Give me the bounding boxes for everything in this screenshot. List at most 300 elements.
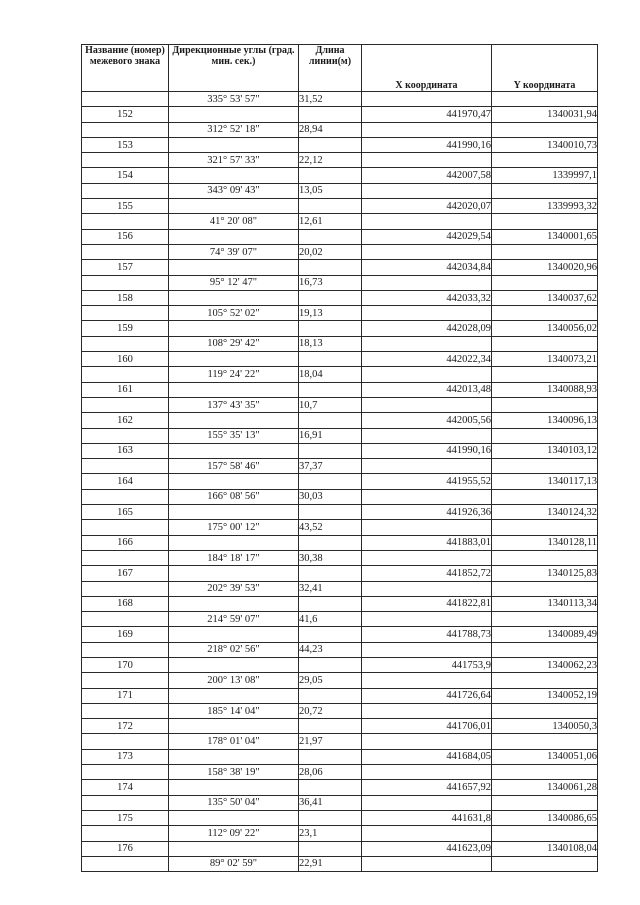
segment-row xyxy=(82,520,598,535)
y-cell xyxy=(492,306,598,321)
mark-cell: 172 xyxy=(82,719,169,734)
mark-cell: 173 xyxy=(82,749,169,764)
x-cell: 442020,07 xyxy=(362,199,492,214)
x-cell xyxy=(362,244,492,259)
x-cell: 441883,01 xyxy=(362,535,492,550)
angle-cell xyxy=(169,382,299,397)
angle-cell xyxy=(169,780,299,795)
x-cell xyxy=(362,550,492,565)
y-cell: 1340031,94 xyxy=(492,107,598,122)
segment-row xyxy=(82,153,598,168)
y-cell xyxy=(492,550,598,565)
segment-row xyxy=(82,826,598,841)
mark-cell: 158 xyxy=(82,290,169,305)
angle-cell: 119° 24' 22" xyxy=(169,367,299,382)
angle-cell: 343° 09' 43" xyxy=(169,183,299,198)
length-cell xyxy=(299,749,362,764)
y-cell xyxy=(492,367,598,382)
header-length: Длина линии(м) xyxy=(299,45,362,92)
y-cell xyxy=(492,489,598,504)
mark-cell: 175 xyxy=(82,810,169,825)
length-cell xyxy=(299,596,362,611)
mark-cell xyxy=(82,92,169,107)
y-cell xyxy=(492,336,598,351)
segment-row xyxy=(82,459,598,474)
point-row xyxy=(82,229,598,244)
x-cell xyxy=(362,795,492,810)
angle-cell: 321° 57' 33" xyxy=(169,153,299,168)
angle-cell xyxy=(169,749,299,764)
mark-cell xyxy=(82,703,169,718)
point-row xyxy=(82,688,598,703)
x-cell xyxy=(362,826,492,841)
x-cell xyxy=(362,612,492,627)
angle-cell xyxy=(169,688,299,703)
segment-row xyxy=(82,306,598,321)
y-cell xyxy=(492,795,598,810)
mark-cell: 163 xyxy=(82,443,169,458)
x-cell: 441726,64 xyxy=(362,688,492,703)
mark-cell: 160 xyxy=(82,352,169,367)
x-cell xyxy=(362,367,492,382)
x-cell: 442022,34 xyxy=(362,352,492,367)
angle-cell xyxy=(169,627,299,642)
segment-row xyxy=(82,642,598,657)
angle-cell: 155° 35' 13" xyxy=(169,428,299,443)
angle-cell xyxy=(169,566,299,581)
mark-cell: 169 xyxy=(82,627,169,642)
length-cell xyxy=(299,443,362,458)
mark-cell xyxy=(82,153,169,168)
segment-row xyxy=(82,734,598,749)
mark-cell xyxy=(82,734,169,749)
length-cell xyxy=(299,810,362,825)
x-cell xyxy=(362,397,492,412)
length-cell xyxy=(299,382,362,397)
x-cell: 441631,8 xyxy=(362,810,492,825)
x-cell: 441822,81 xyxy=(362,596,492,611)
point-row xyxy=(82,107,598,122)
y-cell: 1340052,19 xyxy=(492,688,598,703)
x-cell xyxy=(362,336,492,351)
angle-cell xyxy=(169,352,299,367)
segment-row xyxy=(82,612,598,627)
angle-cell: 135° 50' 04" xyxy=(169,795,299,810)
length-cell xyxy=(299,199,362,214)
mark-cell xyxy=(82,397,169,412)
point-row xyxy=(82,505,598,520)
length-cell xyxy=(299,413,362,428)
y-cell xyxy=(492,459,598,474)
length-cell xyxy=(299,657,362,672)
mark-cell: 167 xyxy=(82,566,169,581)
x-cell: 441623,09 xyxy=(362,841,492,856)
length-cell: 10,7 xyxy=(299,397,362,412)
mark-cell xyxy=(82,765,169,780)
mark-cell: 170 xyxy=(82,657,169,672)
x-cell: 442028,09 xyxy=(362,321,492,336)
mark-cell: 171 xyxy=(82,688,169,703)
segment-row xyxy=(82,275,598,290)
segment-row xyxy=(82,183,598,198)
x-cell xyxy=(362,734,492,749)
segment-row xyxy=(82,795,598,810)
y-cell xyxy=(492,92,598,107)
angle-cell: 157° 58' 46" xyxy=(169,459,299,474)
y-cell: 1340010,73 xyxy=(492,137,598,152)
angle-cell xyxy=(169,719,299,734)
y-cell xyxy=(492,397,598,412)
length-cell: 22,12 xyxy=(299,153,362,168)
angle-cell xyxy=(169,596,299,611)
segment-row xyxy=(82,703,598,718)
point-row xyxy=(82,780,598,795)
length-cell: 28,94 xyxy=(299,122,362,137)
x-cell xyxy=(362,153,492,168)
mark-cell: 157 xyxy=(82,260,169,275)
angle-cell xyxy=(169,321,299,336)
y-cell xyxy=(492,612,598,627)
y-cell xyxy=(492,703,598,718)
point-row xyxy=(82,168,598,183)
y-cell: 1340050,3 xyxy=(492,719,598,734)
segment-row xyxy=(82,673,598,688)
x-cell xyxy=(362,520,492,535)
angle-cell xyxy=(169,535,299,550)
mark-cell: 176 xyxy=(82,841,169,856)
mark-cell xyxy=(82,520,169,535)
segment-row xyxy=(82,336,598,351)
mark-cell: 162 xyxy=(82,413,169,428)
angle-cell xyxy=(169,657,299,672)
length-cell: 20,72 xyxy=(299,703,362,718)
y-cell xyxy=(492,183,598,198)
angle-cell xyxy=(169,413,299,428)
header-mark: Название (номер) межевого знака xyxy=(82,45,169,92)
length-cell xyxy=(299,535,362,550)
coordinates-table xyxy=(81,44,598,872)
angle-cell: 200° 13' 08" xyxy=(169,673,299,688)
angle-cell: 202° 39' 53" xyxy=(169,581,299,596)
length-cell: 44,23 xyxy=(299,642,362,657)
point-row xyxy=(82,260,598,275)
mark-cell: 174 xyxy=(82,780,169,795)
length-cell: 32,41 xyxy=(299,581,362,596)
point-row xyxy=(82,596,598,611)
x-cell: 441684,05 xyxy=(362,749,492,764)
x-cell xyxy=(362,765,492,780)
x-cell: 442005,56 xyxy=(362,413,492,428)
angle-cell: 112° 09' 22" xyxy=(169,826,299,841)
y-cell xyxy=(492,856,598,871)
y-cell: 1340061,28 xyxy=(492,780,598,795)
length-cell: 23,1 xyxy=(299,826,362,841)
angle-cell: 74° 39' 07" xyxy=(169,244,299,259)
angle-cell xyxy=(169,199,299,214)
length-cell xyxy=(299,260,362,275)
angle-cell: 166° 08' 56" xyxy=(169,489,299,504)
point-row xyxy=(82,290,598,305)
y-cell xyxy=(492,122,598,137)
mark-cell xyxy=(82,183,169,198)
segment-row xyxy=(82,428,598,443)
y-cell: 1340051,06 xyxy=(492,749,598,764)
angle-cell xyxy=(169,810,299,825)
length-cell: 36,41 xyxy=(299,795,362,810)
length-cell: 29,05 xyxy=(299,673,362,688)
segment-row xyxy=(82,489,598,504)
x-cell xyxy=(362,214,492,229)
length-cell: 16,91 xyxy=(299,428,362,443)
x-cell: 441990,16 xyxy=(362,443,492,458)
length-cell: 18,04 xyxy=(299,367,362,382)
mark-cell xyxy=(82,581,169,596)
point-row xyxy=(82,382,598,397)
x-cell: 442007,58 xyxy=(362,168,492,183)
length-cell xyxy=(299,627,362,642)
angle-cell xyxy=(169,107,299,122)
mark-cell: 154 xyxy=(82,168,169,183)
segment-row xyxy=(82,92,598,107)
angle-cell xyxy=(169,229,299,244)
length-cell xyxy=(299,168,362,183)
point-row xyxy=(82,413,598,428)
length-cell xyxy=(299,688,362,703)
segment-row xyxy=(82,122,598,137)
length-cell: 13,05 xyxy=(299,183,362,198)
y-cell: 1340128,11 xyxy=(492,535,598,550)
x-cell: 442013,48 xyxy=(362,382,492,397)
angle-cell xyxy=(169,443,299,458)
angle-cell: 175° 00' 12" xyxy=(169,520,299,535)
mark-cell: 168 xyxy=(82,596,169,611)
y-cell xyxy=(492,428,598,443)
mark-cell: 165 xyxy=(82,505,169,520)
mark-cell xyxy=(82,459,169,474)
y-cell xyxy=(492,581,598,596)
point-row xyxy=(82,443,598,458)
angle-cell: 312° 52' 18" xyxy=(169,122,299,137)
point-row xyxy=(82,566,598,581)
mark-cell: 164 xyxy=(82,474,169,489)
y-cell xyxy=(492,214,598,229)
y-cell: 1340056,02 xyxy=(492,321,598,336)
segment-row xyxy=(82,244,598,259)
angle-cell: 335° 53' 57" xyxy=(169,92,299,107)
y-cell: 1340037,62 xyxy=(492,290,598,305)
point-row xyxy=(82,199,598,214)
x-cell: 442029,54 xyxy=(362,229,492,244)
length-cell xyxy=(299,137,362,152)
y-cell: 1340096,13 xyxy=(492,413,598,428)
length-cell xyxy=(299,780,362,795)
y-cell: 1340020,96 xyxy=(492,260,598,275)
angle-cell xyxy=(169,474,299,489)
mark-cell xyxy=(82,306,169,321)
x-cell: 441970,47 xyxy=(362,107,492,122)
length-cell xyxy=(299,841,362,856)
y-cell xyxy=(492,520,598,535)
y-cell xyxy=(492,765,598,780)
angle-cell: 158° 38' 19" xyxy=(169,765,299,780)
x-cell: 441990,16 xyxy=(362,137,492,152)
length-cell xyxy=(299,107,362,122)
y-cell: 1340073,21 xyxy=(492,352,598,367)
length-cell: 16,73 xyxy=(299,275,362,290)
point-row xyxy=(82,321,598,336)
angle-cell xyxy=(169,290,299,305)
mark-cell: 152 xyxy=(82,107,169,122)
angle-cell: 41° 20' 08" xyxy=(169,214,299,229)
point-row xyxy=(82,719,598,734)
angle-cell: 95° 12' 47" xyxy=(169,275,299,290)
y-cell xyxy=(492,153,598,168)
y-cell: 1340062,23 xyxy=(492,657,598,672)
segment-row xyxy=(82,367,598,382)
x-cell xyxy=(362,275,492,290)
segment-row xyxy=(82,214,598,229)
x-cell xyxy=(362,428,492,443)
segment-row xyxy=(82,856,598,871)
table-body xyxy=(82,92,598,872)
y-cell: 1340088,93 xyxy=(492,382,598,397)
x-cell xyxy=(362,306,492,321)
length-cell: 22,91 xyxy=(299,856,362,871)
mark-cell xyxy=(82,275,169,290)
mark-cell xyxy=(82,489,169,504)
length-cell: 31,52 xyxy=(299,92,362,107)
length-cell: 18,13 xyxy=(299,336,362,351)
x-cell: 442034,84 xyxy=(362,260,492,275)
header-angle: Дирекционные углы (град. мин. сек.) xyxy=(169,45,299,92)
length-cell xyxy=(299,505,362,520)
length-cell: 21,97 xyxy=(299,734,362,749)
angle-cell xyxy=(169,137,299,152)
segment-row xyxy=(82,581,598,596)
length-cell: 43,52 xyxy=(299,520,362,535)
point-row xyxy=(82,749,598,764)
mark-cell xyxy=(82,428,169,443)
mark-cell xyxy=(82,122,169,137)
point-row xyxy=(82,841,598,856)
x-cell xyxy=(362,642,492,657)
x-cell: 441955,52 xyxy=(362,474,492,489)
length-cell xyxy=(299,566,362,581)
mark-cell xyxy=(82,214,169,229)
length-cell xyxy=(299,474,362,489)
x-cell xyxy=(362,581,492,596)
mark-cell xyxy=(82,795,169,810)
segment-row xyxy=(82,397,598,412)
x-cell: 441852,72 xyxy=(362,566,492,581)
mark-cell: 156 xyxy=(82,229,169,244)
y-cell: 1340001,65 xyxy=(492,229,598,244)
y-cell: 1339997,1 xyxy=(492,168,598,183)
point-row xyxy=(82,810,598,825)
segment-row xyxy=(82,550,598,565)
table-header-row xyxy=(82,45,598,92)
length-cell: 12,61 xyxy=(299,214,362,229)
mark-cell: 159 xyxy=(82,321,169,336)
y-cell xyxy=(492,275,598,290)
angle-cell: 89° 02' 59" xyxy=(169,856,299,871)
point-row xyxy=(82,137,598,152)
y-cell: 1340124,32 xyxy=(492,505,598,520)
length-cell xyxy=(299,321,362,336)
y-cell: 1340089,49 xyxy=(492,627,598,642)
angle-cell xyxy=(169,505,299,520)
angle-cell: 137° 43' 35" xyxy=(169,397,299,412)
point-row xyxy=(82,474,598,489)
y-cell: 1340108,04 xyxy=(492,841,598,856)
length-cell: 37,37 xyxy=(299,459,362,474)
angle-cell: 178° 01' 04" xyxy=(169,734,299,749)
y-cell: 1339993,32 xyxy=(492,199,598,214)
mark-cell: 155 xyxy=(82,199,169,214)
mark-cell: 166 xyxy=(82,535,169,550)
angle-cell xyxy=(169,260,299,275)
x-cell: 441788,73 xyxy=(362,627,492,642)
y-cell xyxy=(492,673,598,688)
x-cell xyxy=(362,183,492,198)
y-cell: 1340125,83 xyxy=(492,566,598,581)
point-row xyxy=(82,535,598,550)
x-cell xyxy=(362,122,492,137)
mark-cell xyxy=(82,336,169,351)
y-cell xyxy=(492,826,598,841)
mark-cell xyxy=(82,673,169,688)
angle-cell: 108° 29' 42" xyxy=(169,336,299,351)
x-cell: 441753,9 xyxy=(362,657,492,672)
y-cell xyxy=(492,244,598,259)
angle-cell: 184° 18' 17" xyxy=(169,550,299,565)
mark-cell: 161 xyxy=(82,382,169,397)
length-cell: 28,06 xyxy=(299,765,362,780)
y-cell: 1340086,65 xyxy=(492,810,598,825)
mark-cell xyxy=(82,826,169,841)
point-row xyxy=(82,352,598,367)
length-cell xyxy=(299,719,362,734)
length-cell xyxy=(299,352,362,367)
header-y: Y координата xyxy=(492,45,598,92)
y-cell xyxy=(492,642,598,657)
length-cell xyxy=(299,290,362,305)
x-cell xyxy=(362,703,492,718)
mark-cell xyxy=(82,642,169,657)
mark-cell xyxy=(82,612,169,627)
x-cell xyxy=(362,856,492,871)
point-row xyxy=(82,657,598,672)
segment-row xyxy=(82,765,598,780)
angle-cell: 214° 59' 07" xyxy=(169,612,299,627)
header-x: X координата xyxy=(362,45,492,92)
mark-cell xyxy=(82,856,169,871)
y-cell xyxy=(492,734,598,749)
angle-cell: 185° 14' 04" xyxy=(169,703,299,718)
length-cell: 20,02 xyxy=(299,244,362,259)
point-row xyxy=(82,627,598,642)
y-cell: 1340103,12 xyxy=(492,443,598,458)
mark-cell xyxy=(82,244,169,259)
x-cell xyxy=(362,92,492,107)
x-cell: 441706,01 xyxy=(362,719,492,734)
y-cell: 1340117,13 xyxy=(492,474,598,489)
angle-cell xyxy=(169,841,299,856)
mark-cell xyxy=(82,367,169,382)
angle-cell: 218° 02' 56" xyxy=(169,642,299,657)
length-cell xyxy=(299,229,362,244)
x-cell: 441926,36 xyxy=(362,505,492,520)
